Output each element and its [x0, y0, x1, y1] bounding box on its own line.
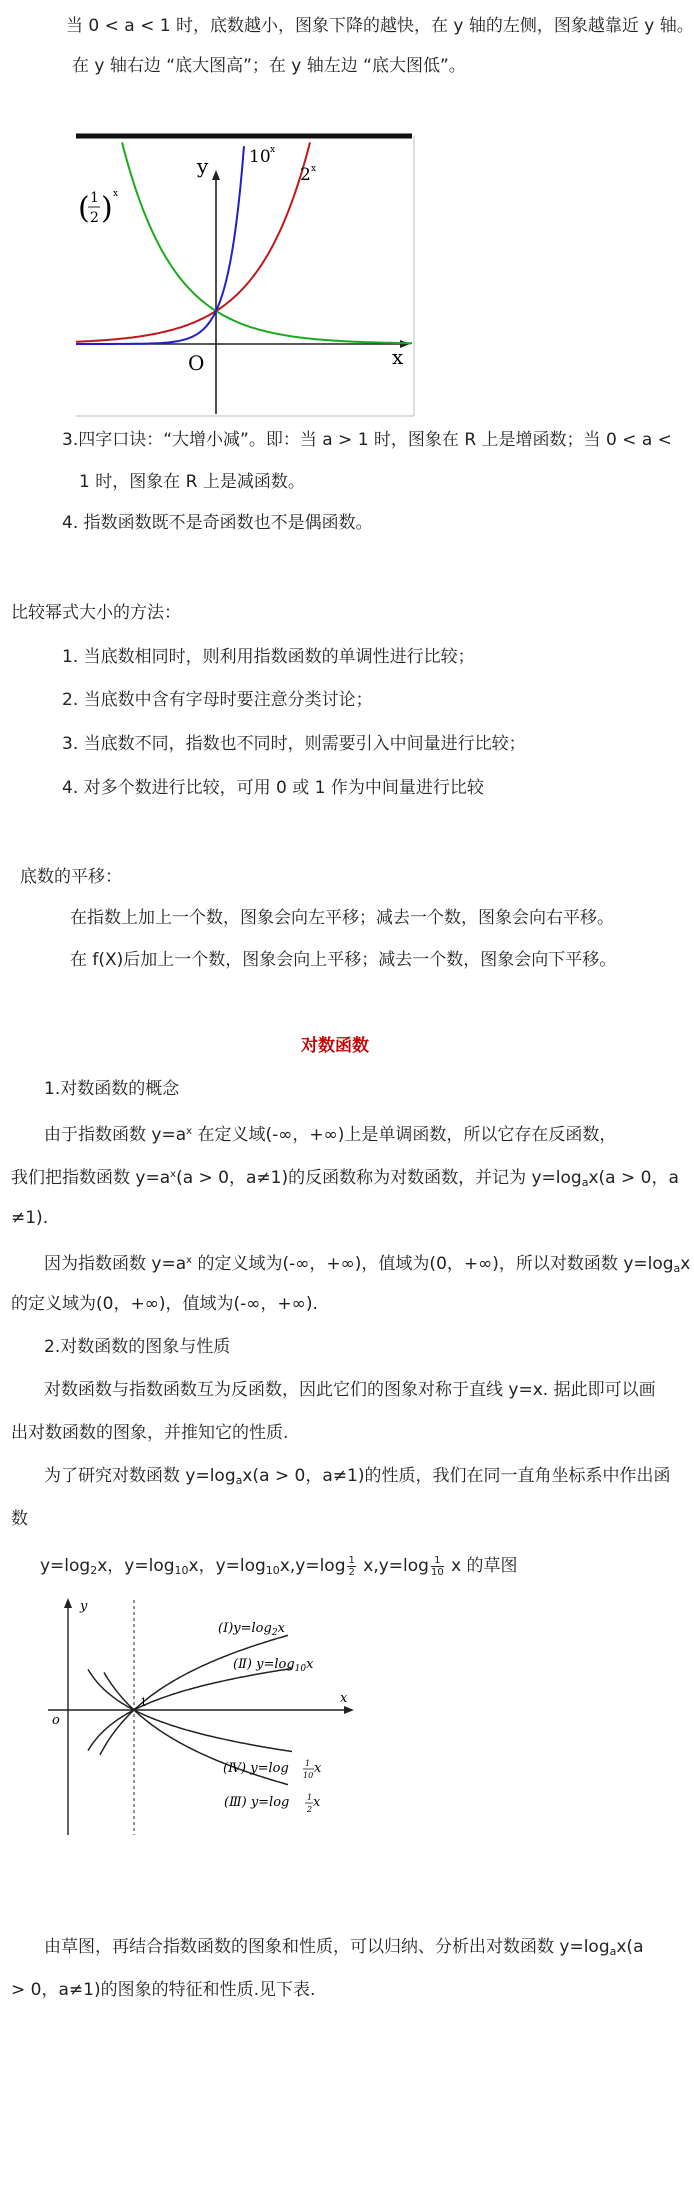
label-half-den: 2: [90, 210, 99, 226]
label-log-tenth: (Ⅳ) y=log: [223, 1761, 289, 1776]
label-log-half-den: 2: [307, 1805, 313, 1814]
y-axis-arrow: [212, 170, 220, 180]
text-line: 1 时，图象在 R 上是减函数。: [79, 472, 305, 492]
fraction-tenth: $\frac{1}{10}$: [430, 1554, 444, 1578]
y-label: y: [197, 154, 209, 178]
text-line: 对数函数与指数函数互为反函数，因此它们的图象对称于直线 y=x. 据此即可以画: [44, 1380, 656, 1400]
label-log-half-num: 1: [307, 1793, 313, 1802]
label-log-tenth-num: 1: [305, 1759, 311, 1768]
text-line: 的定义域为(0，+∞)，值域为(-∞，+∞).: [11, 1294, 318, 1314]
list-item: 3. 当底数不同，指数也不同时，则需要引入中间量进行比较；: [62, 734, 526, 754]
text-line: 出对数函数的图象，并推知它的性质.: [11, 1423, 289, 1443]
logarithm-graph: [48, 1590, 368, 1840]
curve-2-x: [76, 142, 310, 341]
label-log10: (Ⅱ) $y=\log_{10}x$: [233, 1657, 314, 1674]
label-half-paren-right: ): [101, 191, 113, 226]
label-10x-sup: x: [270, 145, 276, 155]
label-log-half: (Ⅲ) y=log: [224, 1795, 290, 1810]
subheading: 2.对数函数的图象与性质: [44, 1337, 231, 1357]
text-line: 4. 指数函数既不是奇函数也不是偶函数。: [62, 513, 373, 533]
text-line: 在 y 轴右边 “底大图高”；在 y 轴左边 “底大图低”。: [72, 56, 466, 76]
x-label: x: [340, 1691, 348, 1706]
label-2x: 2: [300, 165, 311, 185]
origin-label: o: [52, 1713, 60, 1728]
text-line: 在 f(X)后加上一个数，图象会向上平移；减去一个数，图象会向下平移。: [70, 950, 617, 970]
section-title: 对数函数: [301, 1036, 369, 1056]
y-axis-arrow: [64, 1598, 72, 1608]
section-heading: 比较幂式大小的方法：: [11, 603, 181, 623]
label-half-sup: x: [113, 189, 119, 199]
list-item: 4. 对多个数进行比较，可用 0 或 1 作为中间量进行比较: [62, 778, 484, 798]
exponential-graph: [76, 128, 416, 418]
label-log-tenth-den: 10: [303, 1771, 314, 1780]
text-line: 数: [11, 1509, 28, 1529]
text-line: 因为指数函数 $y=a^x$ 的定义域为(-∞，+∞)，值域为(0，+∞)，所以对数函数 $y=\log_ax$: [44, 1254, 691, 1275]
x-label: x: [392, 345, 404, 369]
curve-half-x: [122, 142, 412, 343]
subheading: 1.对数函数的概念: [44, 1079, 180, 1099]
label-half-num: 1: [90, 190, 99, 206]
section-heading: 底数的平移：: [20, 867, 122, 887]
label-log2: $(Ⅰ)y=\log_2x$: [218, 1621, 285, 1638]
text-line: 我们把指数函数 $y=a^x(a > 0$，a≠1)的反函数称为对数函数，并记为 $y=\log_ax(a > 0$，a: [11, 1168, 679, 1189]
text-line: 3.四字口诀：“大增小减”。即：当 a > 1 时，图象在 R 上是增函数；当 0 < a <: [62, 430, 672, 450]
text-line: 当 0 < a < 1 时，底数越小，图象下降的越快，在 y 轴的左侧，图象越靠近 y 轴。: [66, 16, 694, 36]
svg-text:x: x: [313, 1795, 321, 1810]
list-item: 2. 当底数中含有字母时要注意分类讨论；: [62, 690, 373, 710]
x-axis-arrow: [344, 1706, 354, 1714]
text-line: 为了研究对数函数 $y=\log_ax(a > 0$，a≠1)的性质，我们在同一直角坐标系中作出函: [44, 1466, 671, 1487]
text-line: > 0，a≠1)的图象的特征和性质.见下表.: [11, 1980, 316, 2000]
label-2x-sup: x: [311, 164, 317, 174]
curve-log2: [100, 1635, 288, 1755]
origin-label: O: [188, 351, 205, 375]
text-line: 由草图，再结合指数函数的图象和性质，可以归纳、分析出对数函数 $y=\log_ax(a$: [44, 1937, 644, 1958]
fraction-half: $\frac{1}{2}$: [348, 1554, 355, 1578]
one-label: 1: [140, 1696, 147, 1709]
label-half-paren-left: (: [78, 191, 90, 226]
y-label: y: [80, 1599, 88, 1614]
svg-text:x: x: [314, 1761, 322, 1776]
text-line: 在指数上加上一个数，图象会向左平移；减去一个数，图象会向右平移。: [70, 908, 614, 928]
text-line: ≠1).: [11, 1208, 49, 1228]
list-item: 1. 当底数相同时，则利用指数函数的单调性进行比较；: [62, 647, 475, 667]
text-line: 由于指数函数 $y=a^x$ 在定义域(-∞，+∞)上是单调函数，所以它存在反函数，: [44, 1125, 617, 1145]
formula-line: $y=\log_2x$，$y=\log_{10}x$，$y=\log_{10}x,y=\log$ $\frac{1}{2}$ x,y=log $\frac{1}{10}$ x 的草图: [40, 1554, 518, 1578]
label-10x: 10: [249, 147, 271, 167]
